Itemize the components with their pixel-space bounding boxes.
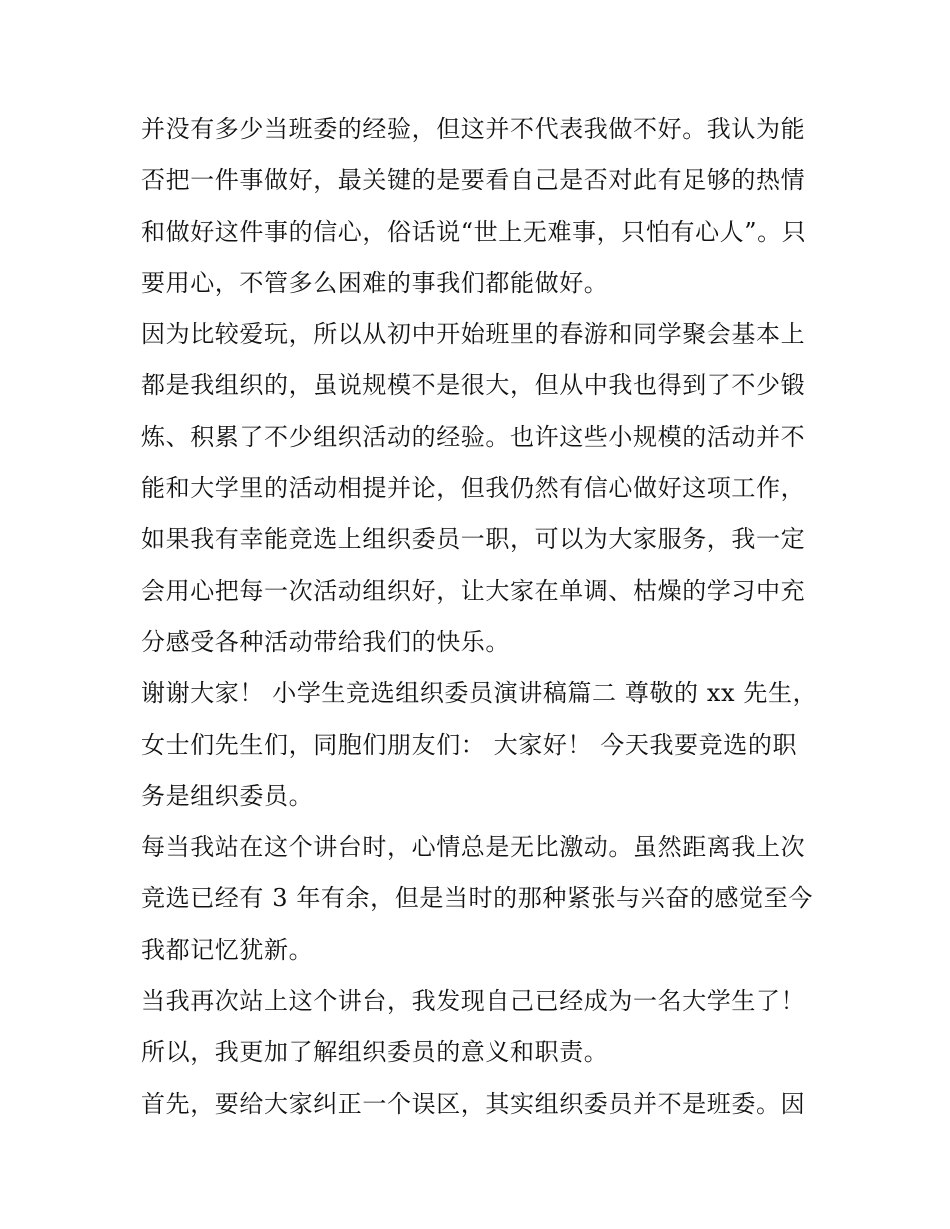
text-line: 首先，要给大家纠正一个误区，其实组织委员并不是班委。因	[141, 1089, 806, 1118]
text-line: 如果我有幸能竞选上组织委员一职，可以为大家服务，我一定	[141, 525, 806, 554]
document-body	[141, 104, 821, 1130]
text-line: 竞选已经有 3 年有余，但是当时的那种紧张与兴奋的感觉至今	[141, 884, 813, 913]
text-line: 能和大学里的活动相提并论，但我仍然有信心做好这项工作，	[141, 474, 806, 503]
text-line: 炼、积累了不少组织活动的经验。也许这些小规模的活动并不	[141, 422, 806, 451]
text-line: 都是我组织的，虽说规模不是很大，但从中我也得到了不少锻	[141, 371, 806, 400]
text-line: 要用心，不管多么困难的事我们都能做好。	[141, 268, 609, 297]
text-line: 谢谢大家！ 小学生竞选组织委员演讲稿篇二 尊敬的 xx 先生，	[141, 679, 818, 708]
text-line: 并没有多少当班委的经验，但这并不代表我做不好。我认为能	[141, 115, 806, 143]
text-line: 否把一件事做好，最关键的是要看自己是否对此有足够的热情	[141, 166, 806, 195]
text-line: 会用心把每一次活动组织好，让大家在单调、枯燥的学习中充	[141, 576, 806, 605]
text-line: 女士们先生们，同胞们朋友们： 大家好！ 今天我要竞选的职	[141, 730, 798, 759]
text-line: 和做好这件事的信心，俗话说“世上无难事，只怕有心人”。只	[141, 217, 807, 246]
text-line: 因为比较爱玩，所以从初中开始班里的春游和同学聚会基本上	[141, 320, 806, 349]
text-line: 所以，我更加了解组织委员的意义和职责。	[141, 1038, 609, 1067]
text-line: 务是组织委员。	[141, 781, 314, 810]
text-line: 当我再次站上这个讲台，我发现自己已经成为一名大学生了！	[141, 987, 806, 1016]
text-line: 每当我站在这个讲台时，心情总是无比激动。虽然距离我上次	[141, 833, 806, 862]
text-line: 分感受各种活动带给我们的快乐。	[141, 627, 510, 656]
text-line: 我都记忆犹新。	[141, 935, 314, 964]
